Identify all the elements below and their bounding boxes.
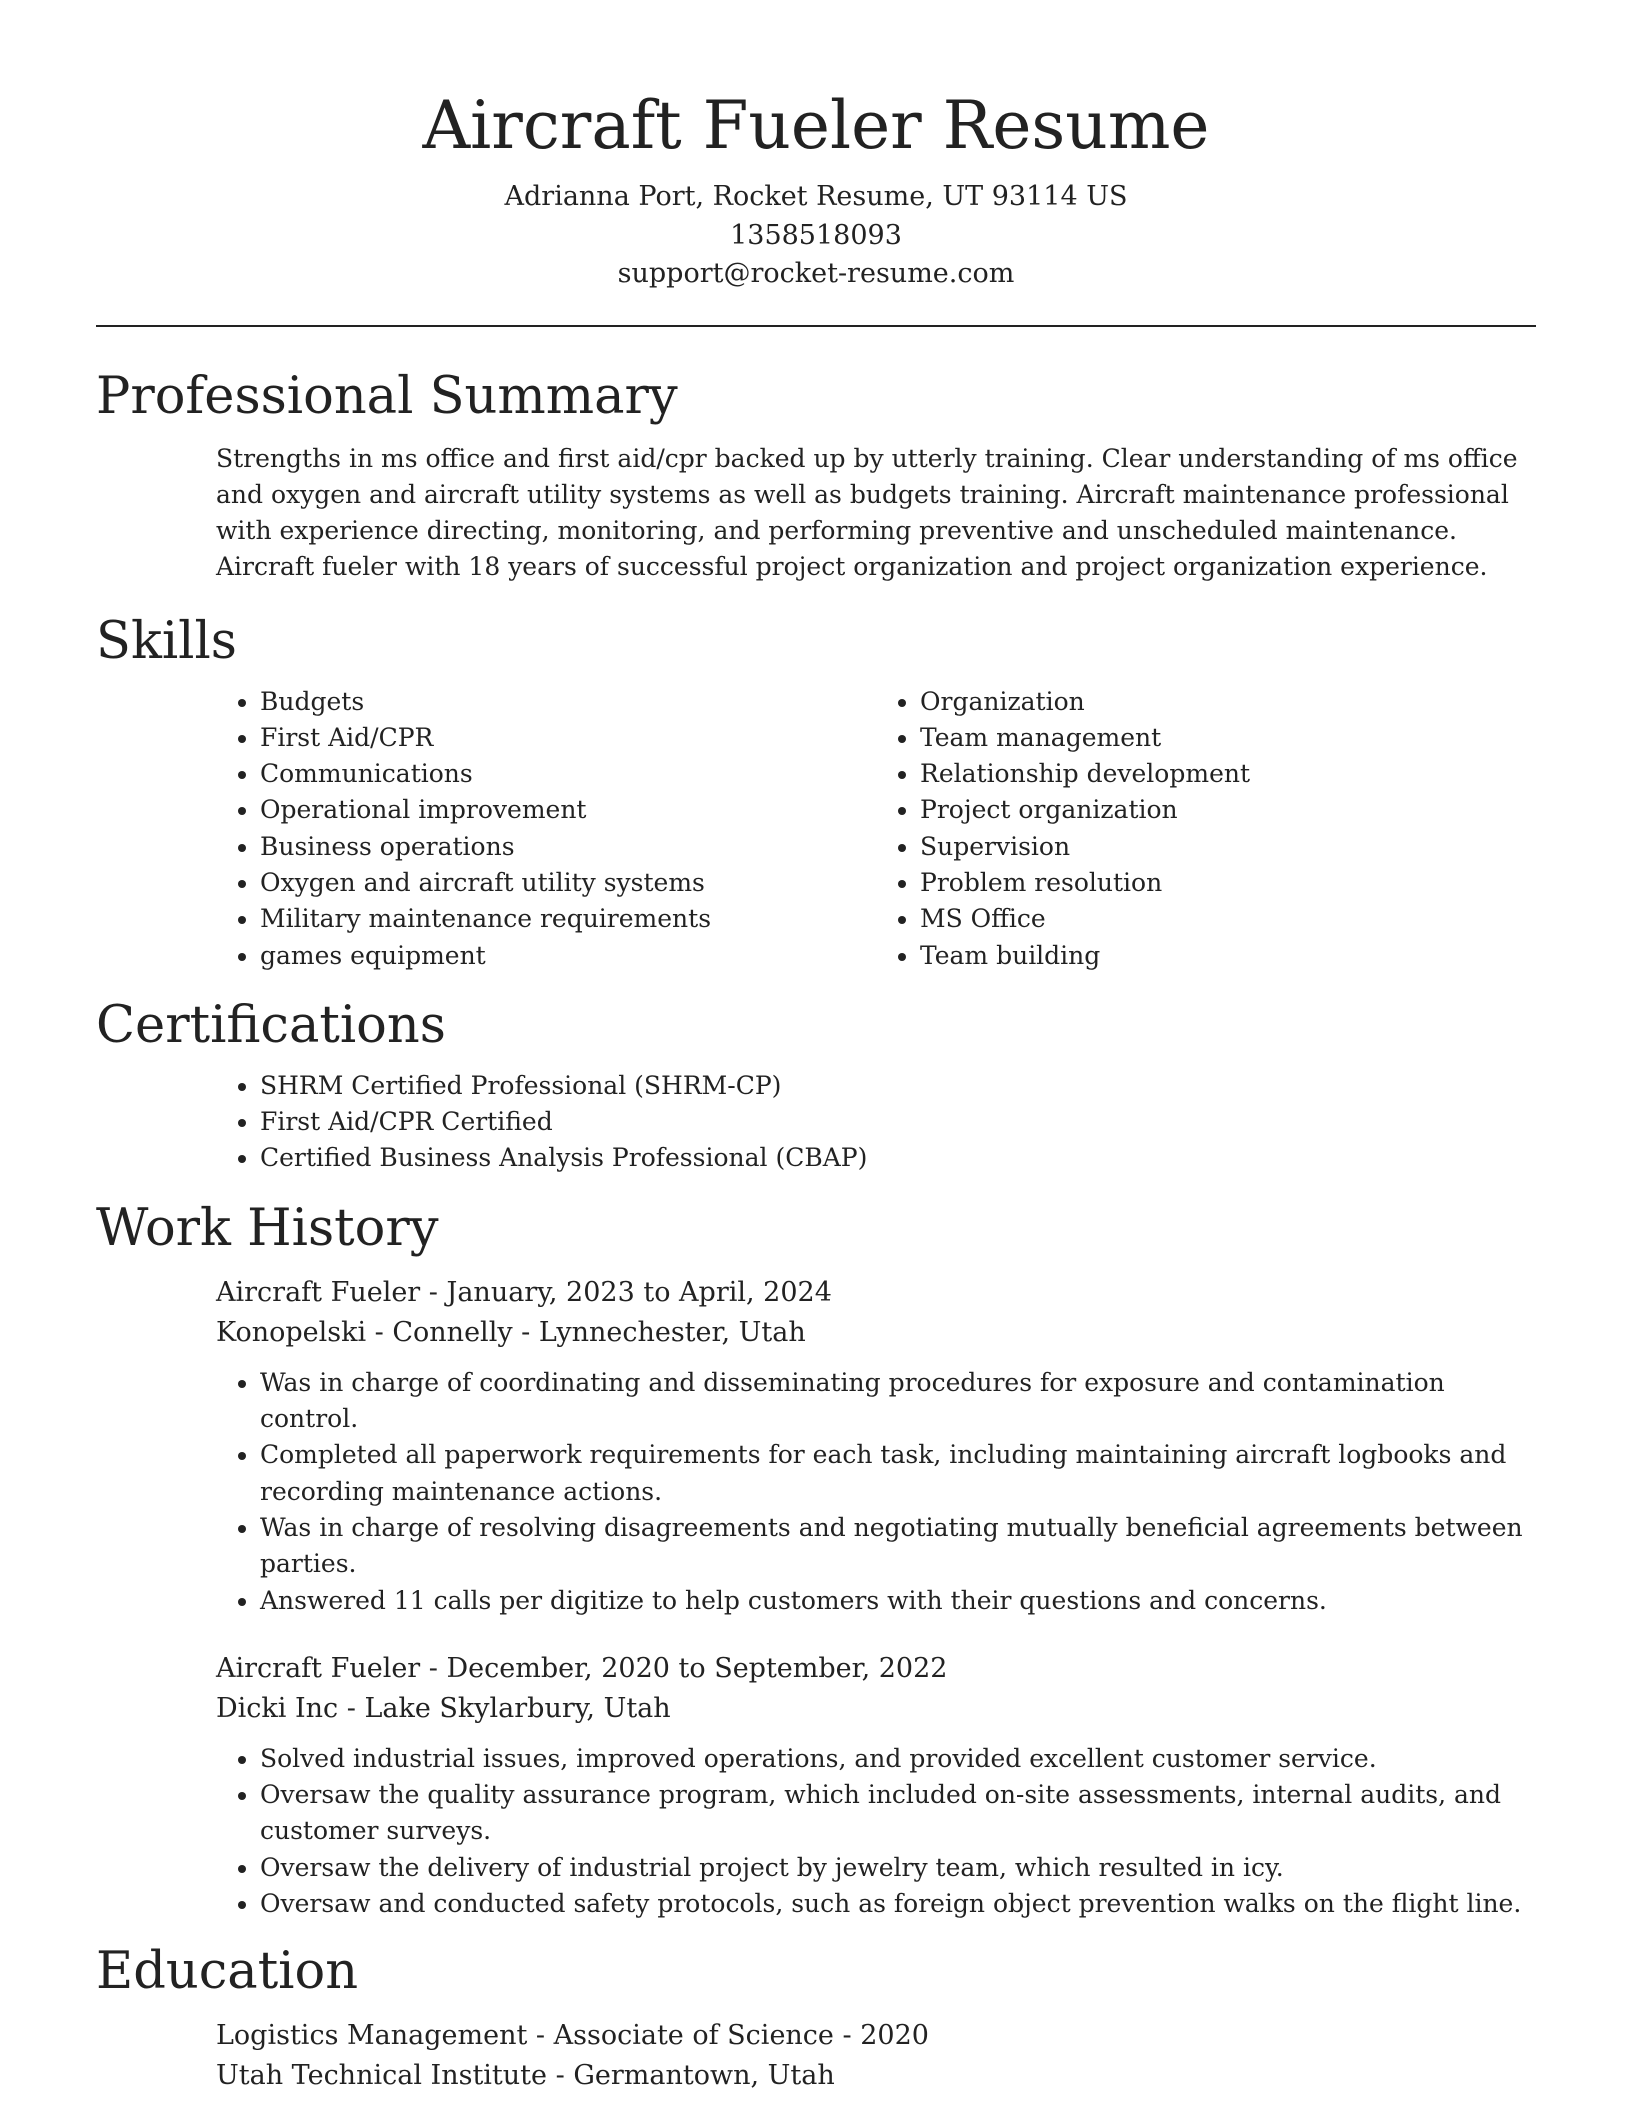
job-bullets [216,1365,1536,1619]
skill-item: • Budgets [260,684,876,720]
job-role: Aircraft Fueler [216,1276,421,1308]
job-bullet: • Oversaw the delivery of industrial project by jewelry team, which resulted in icy. [260,1850,1536,1886]
job-bullet: • Oversaw the quality assurance program, which included on-site assessments, internal audits, and customer surveys. [260,1777,1536,1850]
job-bullet: • Was in charge of resolving disagreements and negotiating mutually beneficial agreements between parties. [260,1510,1536,1583]
job-title-line: Aircraft Fueler - December, 2020 to September, 2022 [216,1652,948,1684]
resume-page [96,0,1536,2096]
skill-item: • Organization [920,684,1536,720]
job-title-line: Aircraft Fueler - January, 2023 to April, 2024 [216,1276,832,1308]
degree-line: Logistics Management - Associate of Science - 2020 [216,2020,929,2052]
degree-field: Logistics Management [216,2020,528,2052]
job-entry [216,1649,1536,1922]
job-role: Aircraft Fueler [216,1652,421,1684]
job-company: Konopelski - Connelly [216,1316,513,1348]
certifications-block [216,1068,1536,1177]
work-history-heading: Work History [96,1198,439,1258]
summary-text: Strengths in ms office and first aid/cpr backed up by utterly training. Clear understanding of ms office and oxygen and aircraft utility systems as well as budgets training. Aircraft maintenance professional with experience directing, monitoring, and performing preventive and unscheduled maintenance. Aircraft fueler with 18 years of successful project organization and project organization experience. [216,443,1518,581]
phone: 1358518093 [730,219,902,251]
skills-columns [216,684,1536,974]
skill-item: • Military maintenance requirements [260,901,876,937]
skill-item: • Business operations [260,829,876,865]
job-bullet: • Answered 11 calls per digitize to help customers with their questions and concerns. [260,1583,1536,1619]
address: Adrianna Port, Rocket Resume, UT 93114 US [504,181,1128,212]
skill-item: • Operational improvement [260,792,876,828]
job-bullet: • Solved industrial issues, improved operations, and provided excellent customer service. [260,1741,1536,1777]
degree-level: Associate of Science [553,2020,834,2052]
skill-item: • Team management [920,720,1536,756]
education-heading: Education [96,1942,359,2002]
certification-item: • Certified Business Analysis Professional (CBAP) [260,1140,1536,1176]
skill-item: • First Aid/CPR [260,720,876,756]
skill-item: • Communications [260,756,876,792]
skills-heading: Skills [96,611,237,671]
certifications-list [216,1068,1536,1177]
skills-list-left [216,684,876,974]
school-name: Utah Technical Institute [216,2060,548,2092]
job-entry [216,1273,1536,1619]
school-location: Germantown, Utah [573,2060,835,2092]
skill-item: • MS Office [920,901,1536,937]
certifications-heading: Certifications [96,995,446,1055]
school-line: Utah Technical Institute - Germantown, Utah [216,2060,835,2092]
job-bullet: • Was in charge of coordinating and disseminating procedures for exposure and contamination control. [260,1365,1536,1438]
job-company: Dicki Inc [216,1692,339,1724]
skill-item: • Relationship development [920,756,1536,792]
job-bullet: • Oversaw and conducted safety protocols, such as foreign object prevention walks on the flight line. [260,1886,1536,1922]
skill-item: • Team building [920,938,1536,974]
skill-item: • games equipment [260,938,876,974]
job-location: Lynnechester, Utah [538,1316,806,1348]
education-entry [216,2016,1536,2096]
skills-list-right [876,684,1536,974]
skill-item: • Oxygen and aircraft utility systems [260,865,876,901]
certification-item: • SHRM Certified Professional (SHRM-CP) [260,1068,1536,1104]
job-company-line: Dicki Inc - Lake Skylarbury, Utah [216,1692,671,1724]
degree-year: 2020 [860,2020,929,2052]
job-location: Lake Skylarbury, Utah [364,1692,671,1724]
header-divider [96,325,1536,327]
job-bullet: • Completed all paperwork requirements for each task, including maintaining aircraft logbooks and recording maintenance actions. [260,1437,1536,1510]
skill-item: • Project organization [920,792,1536,828]
job-dates: January, 2023 to April, 2024 [446,1276,832,1308]
email: support@rocket-resume.com [617,258,1015,289]
skill-item: • Supervision [920,829,1536,865]
skill-item: • Problem resolution [920,865,1536,901]
certification-item: • First Aid/CPR Certified [260,1104,1536,1140]
job-dates: December, 2020 to September, 2022 [446,1652,948,1684]
contact-block [96,178,1536,294]
job-bullets [216,1741,1536,1922]
job-company-line: Konopelski - Connelly - Lynnechester, Utah [216,1316,806,1348]
resume-title: Aircraft Fueler Resume [422,87,1210,164]
summary-heading: Professional Summary [96,366,678,426]
